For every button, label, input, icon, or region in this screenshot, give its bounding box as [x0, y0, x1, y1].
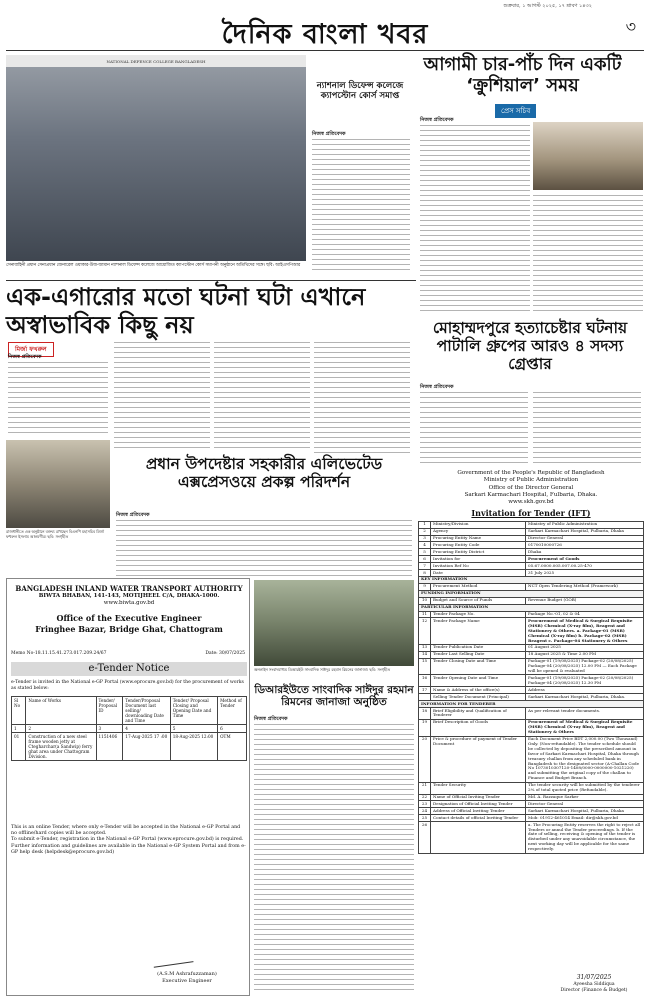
ift-cell-v: Sarkari Karmachari Hospital, Fulbaria, Dhaka — [526, 528, 644, 535]
crisis-headline: আগামী চার-পাঁচ দিন একটি ‘ক্রুশিয়াল’ সময় — [423, 54, 622, 96]
ift-cell-n: 2 — [419, 528, 431, 535]
biwta-memo: Memo No-18.11.15.41.273.017.209.24/67 — [11, 651, 107, 656]
biwta-signature — [152, 952, 193, 967]
ift-cell-k: Tender Opening Date and Time — [431, 675, 526, 687]
lead-body-col4 — [314, 342, 410, 454]
ift-cell-n: 17 — [419, 687, 431, 694]
ndc-body — [312, 139, 410, 271]
ift-cell-v: The tender security will be submitted by the tenderer 2% of total quoted price (Refundable). — [526, 782, 644, 794]
ift-cell-n: 8 — [419, 570, 431, 577]
ift-cell-n: 23 — [419, 801, 431, 808]
lead-body-col2 — [114, 342, 210, 452]
ift-cell-n: 19 — [419, 719, 431, 736]
etender-footer-2: To submit e-Tender, registration in the National e-GP Portal (www.eprocure.gov.bd) is required. — [11, 837, 244, 843]
etender-header-row — [12, 697, 247, 725]
table-row — [419, 794, 644, 801]
ift-cell-n: 9 — [419, 583, 431, 590]
mohammadpur-headline: মোহাম্মদপুরে হত্যাচেষ্টার ঘটনায় পাটালি গ্রুপের আরও ৪ সদস্য গ্রেপ্তার — [432, 319, 628, 373]
ift-cell-v: As per relevant tender documents. — [526, 708, 644, 720]
ift-cell-k: Ministry/Division — [431, 521, 526, 528]
ift-section-label: KEY INFORMATION — [419, 576, 644, 583]
ift-section-row — [419, 576, 644, 583]
header-rule — [6, 50, 644, 51]
ift-cell-n: 16 — [419, 675, 431, 687]
ift-cell-k: Procuring Entity District — [431, 549, 526, 556]
ift-cell-n: 1 — [419, 521, 431, 528]
mohammadpur-body-col2 — [533, 392, 641, 464]
ift-cell-v: Procurement of Medical & Surgical Requisite (MSR) Chemical (X-ray film), Reagent and Stationery & Others — [526, 719, 644, 736]
biwta-website: www.biwta.gov.bd — [103, 600, 155, 607]
table-row — [419, 801, 644, 808]
num-cell: 2 — [26, 725, 96, 733]
biwta-memo-date: Date: 30/07/2025 — [205, 651, 245, 656]
table-row — [419, 618, 644, 645]
table-row — [419, 535, 644, 542]
expressway-headline: প্রধান উপদেষ্টার সহকারীর এলিভেটেড এক্সপ্রেসওয়ে প্রকল্প পরিদর্শন — [145, 455, 383, 491]
ndc-photo-banner: NATIONAL DEFENCE COLLEGE BANGLADESH — [6, 55, 306, 67]
table-row — [419, 736, 644, 782]
ift-section-label: INFORMATION FOR TENDERER — [419, 701, 644, 708]
janaza-photo — [254, 580, 414, 666]
ift-cell-n: 18 — [419, 708, 431, 720]
ift-cell-k: Tender Closing Date and Time — [431, 658, 526, 675]
ift-cell-k: Invitation Ref No — [431, 563, 526, 570]
sign-name: Ayeesha Siddiqua — [573, 982, 615, 988]
ift-cell-n — [419, 694, 431, 701]
ift-cell-n: 6 — [419, 556, 431, 563]
ift-cell-k: Contact details of official Inviting Tender — [431, 815, 526, 822]
ift-cell-v: NCT Open Tendering Method (Framework) — [526, 583, 644, 590]
table-row — [419, 815, 644, 822]
col-method: Method of Tender — [218, 697, 247, 725]
lead-byline-name: মির্জা ফখরুল — [8, 342, 54, 357]
ift-cell-v: Package No.-01, 02 & 04 — [526, 611, 644, 618]
ift-cell-v: Procurement of Medical & Surgical Requisite (MSR) Chemical (X-ray film), Reagent and Stationery & Others. a. Package-01 (MSR) Chemical (X-ray film) b. Package-02 (MSR) Reagent c. Package-04 Stationery & Others — [526, 618, 644, 645]
row-id: 1151406 — [96, 733, 123, 761]
ift-cell-n: 4 — [419, 542, 431, 549]
row-name: Construction of a new steel frame wooden jetty at Ctegharchar(a Sandwip) ferry ghat area under Chattogram Division. — [26, 733, 96, 761]
ift-cell-k: Tender Security — [431, 782, 526, 794]
ift-cell-k: Procuring Entity Code — [431, 542, 526, 549]
table-row — [419, 782, 644, 794]
etender-intro: e-Tender is invited in the National e-GP Portal (www.eprocure.gov.bd) for the procurement of works as stated below: — [11, 680, 244, 691]
signatory-title: Executive Engineer — [162, 977, 212, 984]
gov-line1: Government of the People's Republic of Bangladesh — [457, 470, 605, 476]
ift-cell-k: Designation of Official Inviting Tender — [431, 801, 526, 808]
gov-ad-header — [418, 470, 644, 519]
lead-byline: নিজস্ব প্রতিবেদক — [8, 354, 42, 360]
num-cell: 1 — [12, 725, 26, 733]
table-row — [419, 583, 644, 590]
table-row — [419, 611, 644, 618]
ift-cell-v: Package-01 (19/08/2025) Package-02 (20/08/2025) Package-04 (20/08/2025) 12.00 PM — Each Package will be opened & evaluated — [526, 658, 644, 675]
ift-section-row — [419, 604, 644, 611]
ift-cell-v: Package-01 (19/08/2025) Package-02 (20/08/2025) Package-04 (20/08/2025) 12.30 PM — [526, 675, 644, 687]
table-row — [419, 694, 644, 701]
row-method: OTM — [218, 733, 247, 761]
gov-line2: Ministry of Public Administration — [483, 477, 579, 484]
lead-photo — [6, 440, 110, 528]
gov-tender-ad — [418, 470, 644, 996]
col-closing: Tender/ Proposal Closing and Opening Date and Time — [170, 697, 217, 725]
table-row — [419, 644, 644, 651]
crisis-byline: নিজস্ব প্রতিবেদক — [420, 117, 454, 123]
ndc-photo — [6, 55, 306, 261]
ift-cell-k: Procuring Entity Name — [431, 535, 526, 542]
ift-cell-n: 12 — [419, 618, 431, 645]
table-row — [419, 708, 644, 720]
ift-cell-k: Tender Last Selling Date — [431, 651, 526, 658]
crisis-body-col1 — [420, 125, 530, 313]
mohammadpur-body-col1 — [420, 392, 528, 464]
ift-section-row — [419, 701, 644, 708]
crisis-tag: প্রেস সচিব — [495, 104, 536, 118]
ift-cell-n: 25 — [419, 815, 431, 822]
ndc-byline: নিজস্ব প্রতিবেদক — [312, 131, 346, 137]
ift-cell-k: Address of Official Inviting Tender — [431, 808, 526, 815]
crisis-body-col2 — [533, 195, 643, 313]
ift-cell-n: 26 — [419, 822, 431, 853]
table-row — [419, 597, 644, 604]
row-selling: 17-Aug-2025 17 :00 — [123, 733, 170, 761]
ift-cell-v: 31 July 2025 — [526, 570, 644, 577]
mohammadpur-byline: নিজস্ব প্রতিবেদক — [420, 384, 454, 390]
ift-cell-n: 15 — [419, 658, 431, 675]
table-row — [419, 687, 644, 694]
table-row — [419, 822, 644, 853]
biwta-office1: Office of the Executive Engineer — [56, 613, 202, 624]
gov-signatory — [544, 974, 644, 994]
ndc-headline: ন্যাশনাল ডিফেন্স কলেজে ক্যাপস্টোন কোর্স সমাপ্ত — [316, 81, 404, 101]
ift-cell-n: 20 — [419, 736, 431, 782]
num-cell: 6 — [218, 725, 247, 733]
table-row — [419, 528, 644, 535]
janaza-byline: নিজস্ব প্রতিবেদক — [254, 716, 288, 722]
num-cell: 4 — [123, 725, 170, 733]
ift-cell-n: 21 — [419, 782, 431, 794]
ift-cell-v: Address — [526, 687, 644, 694]
ift-section-label: FUNDING INFORMATION — [419, 590, 644, 597]
ift-cell-n: 24 — [419, 808, 431, 815]
lead-body-col1 — [8, 362, 108, 434]
biwta-office2: Fringhee Bazar, Bridge Ghat, Chattogram — [35, 623, 223, 634]
ift-cell-k: Invitation for — [431, 556, 526, 563]
ift-cell-k: Tender Package Name — [431, 618, 526, 645]
ift-cell-n: 5 — [419, 549, 431, 556]
table-row — [419, 808, 644, 815]
janaza-photo-caption: অনলাইন সংবাদমাধ্যম ডিআরইউ সাংবাদিক সাঈদুর রহমান রিমনের জানাজা। ছবি: সংগৃহীত — [254, 667, 390, 672]
ift-section-row — [419, 590, 644, 597]
sign-date: 31/07/2025 — [576, 974, 612, 982]
ift-cell-k: Tender Package No. — [431, 611, 526, 618]
biwta-ad — [6, 578, 250, 996]
ift-cell-v: Md. A. Razzaque Sarker — [526, 794, 644, 801]
ift-cell-v: a. The Procuring Entity reserves the right to reject all Tenders or annul the Tender proceedings. b. If the date of selling, receiving & opening of the tender is disturbed under any unavoidable circumstance, the next working day will be applicable for the same respectively. — [526, 822, 644, 853]
press-secretary-photo — [533, 122, 643, 190]
table-row — [12, 733, 247, 761]
table-row — [419, 675, 644, 687]
ift-cell-v: Ministry of Public Administration — [526, 521, 644, 528]
ift-cell-n: 14 — [419, 651, 431, 658]
ift-cell-v: Sarkari Karmachari Hospital, Fulbaria, Dhaka. — [526, 694, 644, 701]
col-name: Name of Works — [26, 697, 96, 725]
table-row — [419, 658, 644, 675]
biwta-org: BANGLADESH INLAND WATER TRANSPORT AUTHORITY — [15, 584, 243, 593]
ift-cell-k: Agency — [431, 528, 526, 535]
col-id: Tender/ Proposal ID — [96, 697, 123, 725]
gov-website: www.skh.gov.bd — [508, 499, 554, 506]
ift-cell-n: 10 — [419, 597, 431, 604]
ift-title: Invitation for Tender (IFT) — [471, 508, 591, 519]
ift-cell-k: Budget and Source of Funds — [431, 597, 526, 604]
ift-cell-v: 0170010000726 — [526, 542, 644, 549]
ift-cell-k — [431, 822, 526, 853]
table-row — [419, 563, 644, 570]
ift-cell-n: 11 — [419, 611, 431, 618]
expressway-body — [116, 520, 412, 576]
ift-cell-v: Each Document Price BDT 2,000.00 (Two Thousand) Only. (Non-refundable). The tender schedule should be collected by depositing the prescribed amount in favor of Sarkari Karmachari Hospital, Dhaka through treasury challan from any scheduled bank in Bangladesh to the designated sector (A-Challan Code No 1073010307120-1408/0000-0000000-1021220) and submitting the original copy of the challan to Finance and Budget Branch. — [526, 736, 644, 782]
num-cell: 5 — [170, 725, 217, 733]
ift-cell-v: Mob: 01912-461014 Email: dir@skh.gov.bd — [526, 815, 644, 822]
row-sl: 01 — [12, 733, 26, 761]
ift-cell-v: 18 August 2025 & Time 2.00 PM — [526, 651, 644, 658]
ift-cell-v: Sarkari Karmachari Hospital, Fulbaria, Dhaka — [526, 808, 644, 815]
ift-cell-v: Dhaka — [526, 549, 644, 556]
etender-footer — [11, 825, 247, 856]
ift-cell-k: Procurement Method — [431, 583, 526, 590]
table-row — [419, 719, 644, 736]
etender-table — [11, 696, 247, 761]
ift-cell-n: 3 — [419, 535, 431, 542]
col-sl: Sl No — [12, 697, 26, 725]
janaza-body — [254, 724, 414, 994]
table-row — [419, 556, 644, 563]
ift-cell-v: Director General — [526, 801, 644, 808]
sign-title: Director (Finance & Budget) — [560, 988, 628, 994]
dateline: শুক্রবার, ১ আগস্ট ২০২৫, ১৭ শ্রাবণ ১৪৩২ — [503, 3, 592, 9]
num-cell: 3 — [96, 725, 123, 733]
biwta-address: BIWTA BHABAN, 141-143, MOTIJHEEL C/A, DHAKA-1000. — [38, 593, 220, 600]
ift-cell-v: Revenue Budget (GOB) — [526, 597, 644, 604]
ift-cell-k: Brief Eligibility and Qualification of Tenderer — [431, 708, 526, 720]
ift-cell-n: 22 — [419, 794, 431, 801]
ift-cell-n: 13 — [419, 644, 431, 651]
lead-headline: এক-এগারোর মতো ঘটনা ঘটা এখানে অস্বাভাবিক কিছু নয় — [6, 283, 366, 339]
ift-cell-k: Brief Description of Goods — [431, 719, 526, 736]
ift-cell-n: 7 — [419, 563, 431, 570]
page-number: ৩ — [625, 17, 636, 36]
etender-number-row — [12, 725, 247, 733]
ift-cell-v: 05.67.0000.005.007.00.25-470 — [526, 563, 644, 570]
row-closing: 18-Aug-2025 12:00 — [170, 733, 217, 761]
ift-cell-v: Director General — [526, 535, 644, 542]
gov-line4: Sarkari Karmachari Hospital, Fulbaria, Dhaka. — [464, 491, 598, 498]
etender-footer-1: This is an online Tender, where only e-Tender will be accepted in the National e-GP Portal and no offline/hard copies will be accepted. — [11, 825, 241, 837]
table-row — [419, 651, 644, 658]
table-row — [419, 570, 644, 577]
ift-cell-v: 01 August 2025 — [526, 644, 644, 651]
masthead-logo: দৈনিক বাংলা খবর — [221, 19, 429, 50]
lead-body-col3 — [214, 342, 310, 452]
section-rule — [6, 280, 416, 281]
biwta-signatory — [127, 971, 247, 984]
gov-line3: Office of the Director General — [488, 484, 574, 491]
ift-cell-k: Selling Tender Document (Principal) — [431, 694, 526, 701]
etender-footer-3: Further information and guidelines are available in the National e-GP System Portal and from e-GP help desk (helpdesk@eprocure.gov.bd) — [11, 843, 246, 855]
ndc-photo-caption: সেনাবাহিনী প্রধান সেনাপ্রধান জেনারেল ওয়াকার-উজ-জামান ন্যাশনাল ডিফেন্স কলেজে আয়োজিত ক্যাপস্টোন কোর্স সমাপনী অনুষ্ঠানে অতিথিদের সঙ্গে। ছবি: আইএসপিআর — [6, 263, 301, 268]
ift-cell-v: Procurement of Goods — [526, 556, 644, 563]
table-row — [419, 549, 644, 556]
ift-cell-k: Name of Official Inviting Tender — [431, 794, 526, 801]
col-selling: Tender/Proposal Document last selling/ downloading Date and Time — [123, 697, 170, 725]
expressway-byline: নিজস্ব প্রতিবেদক — [116, 512, 150, 518]
ift-table — [418, 521, 644, 854]
ift-cell-k: Price & procedure of payment of Tender Document — [431, 736, 526, 782]
ift-section-label: PARTICULAR INFORMATION — [419, 604, 644, 611]
lead-photo-caption: রাজধানীতে এক অনুষ্ঠানে বক্তব্য রাখছেন বিএনপি মহাসচিব মির্জা ফখরুল ইসলাম আলমগীর। ছবি: সংগৃহীত — [6, 529, 104, 539]
ift-cell-k: Date — [431, 570, 526, 577]
ift-cell-k: Name & Address of the office(s) — [431, 687, 526, 694]
signatory-name: (A.S.M Ashrafuzzaman) — [157, 971, 217, 977]
table-row — [419, 542, 644, 549]
table-row — [419, 521, 644, 528]
janaza-headline: ডিআরইউতে সাংবাদিক সাঈদুর রহমান রিমনের জানাজা অনুষ্ঠিত — [254, 684, 414, 709]
ift-cell-k: Tender Publication Date — [431, 644, 526, 651]
etender-title: e-Tender Notice — [11, 662, 247, 676]
